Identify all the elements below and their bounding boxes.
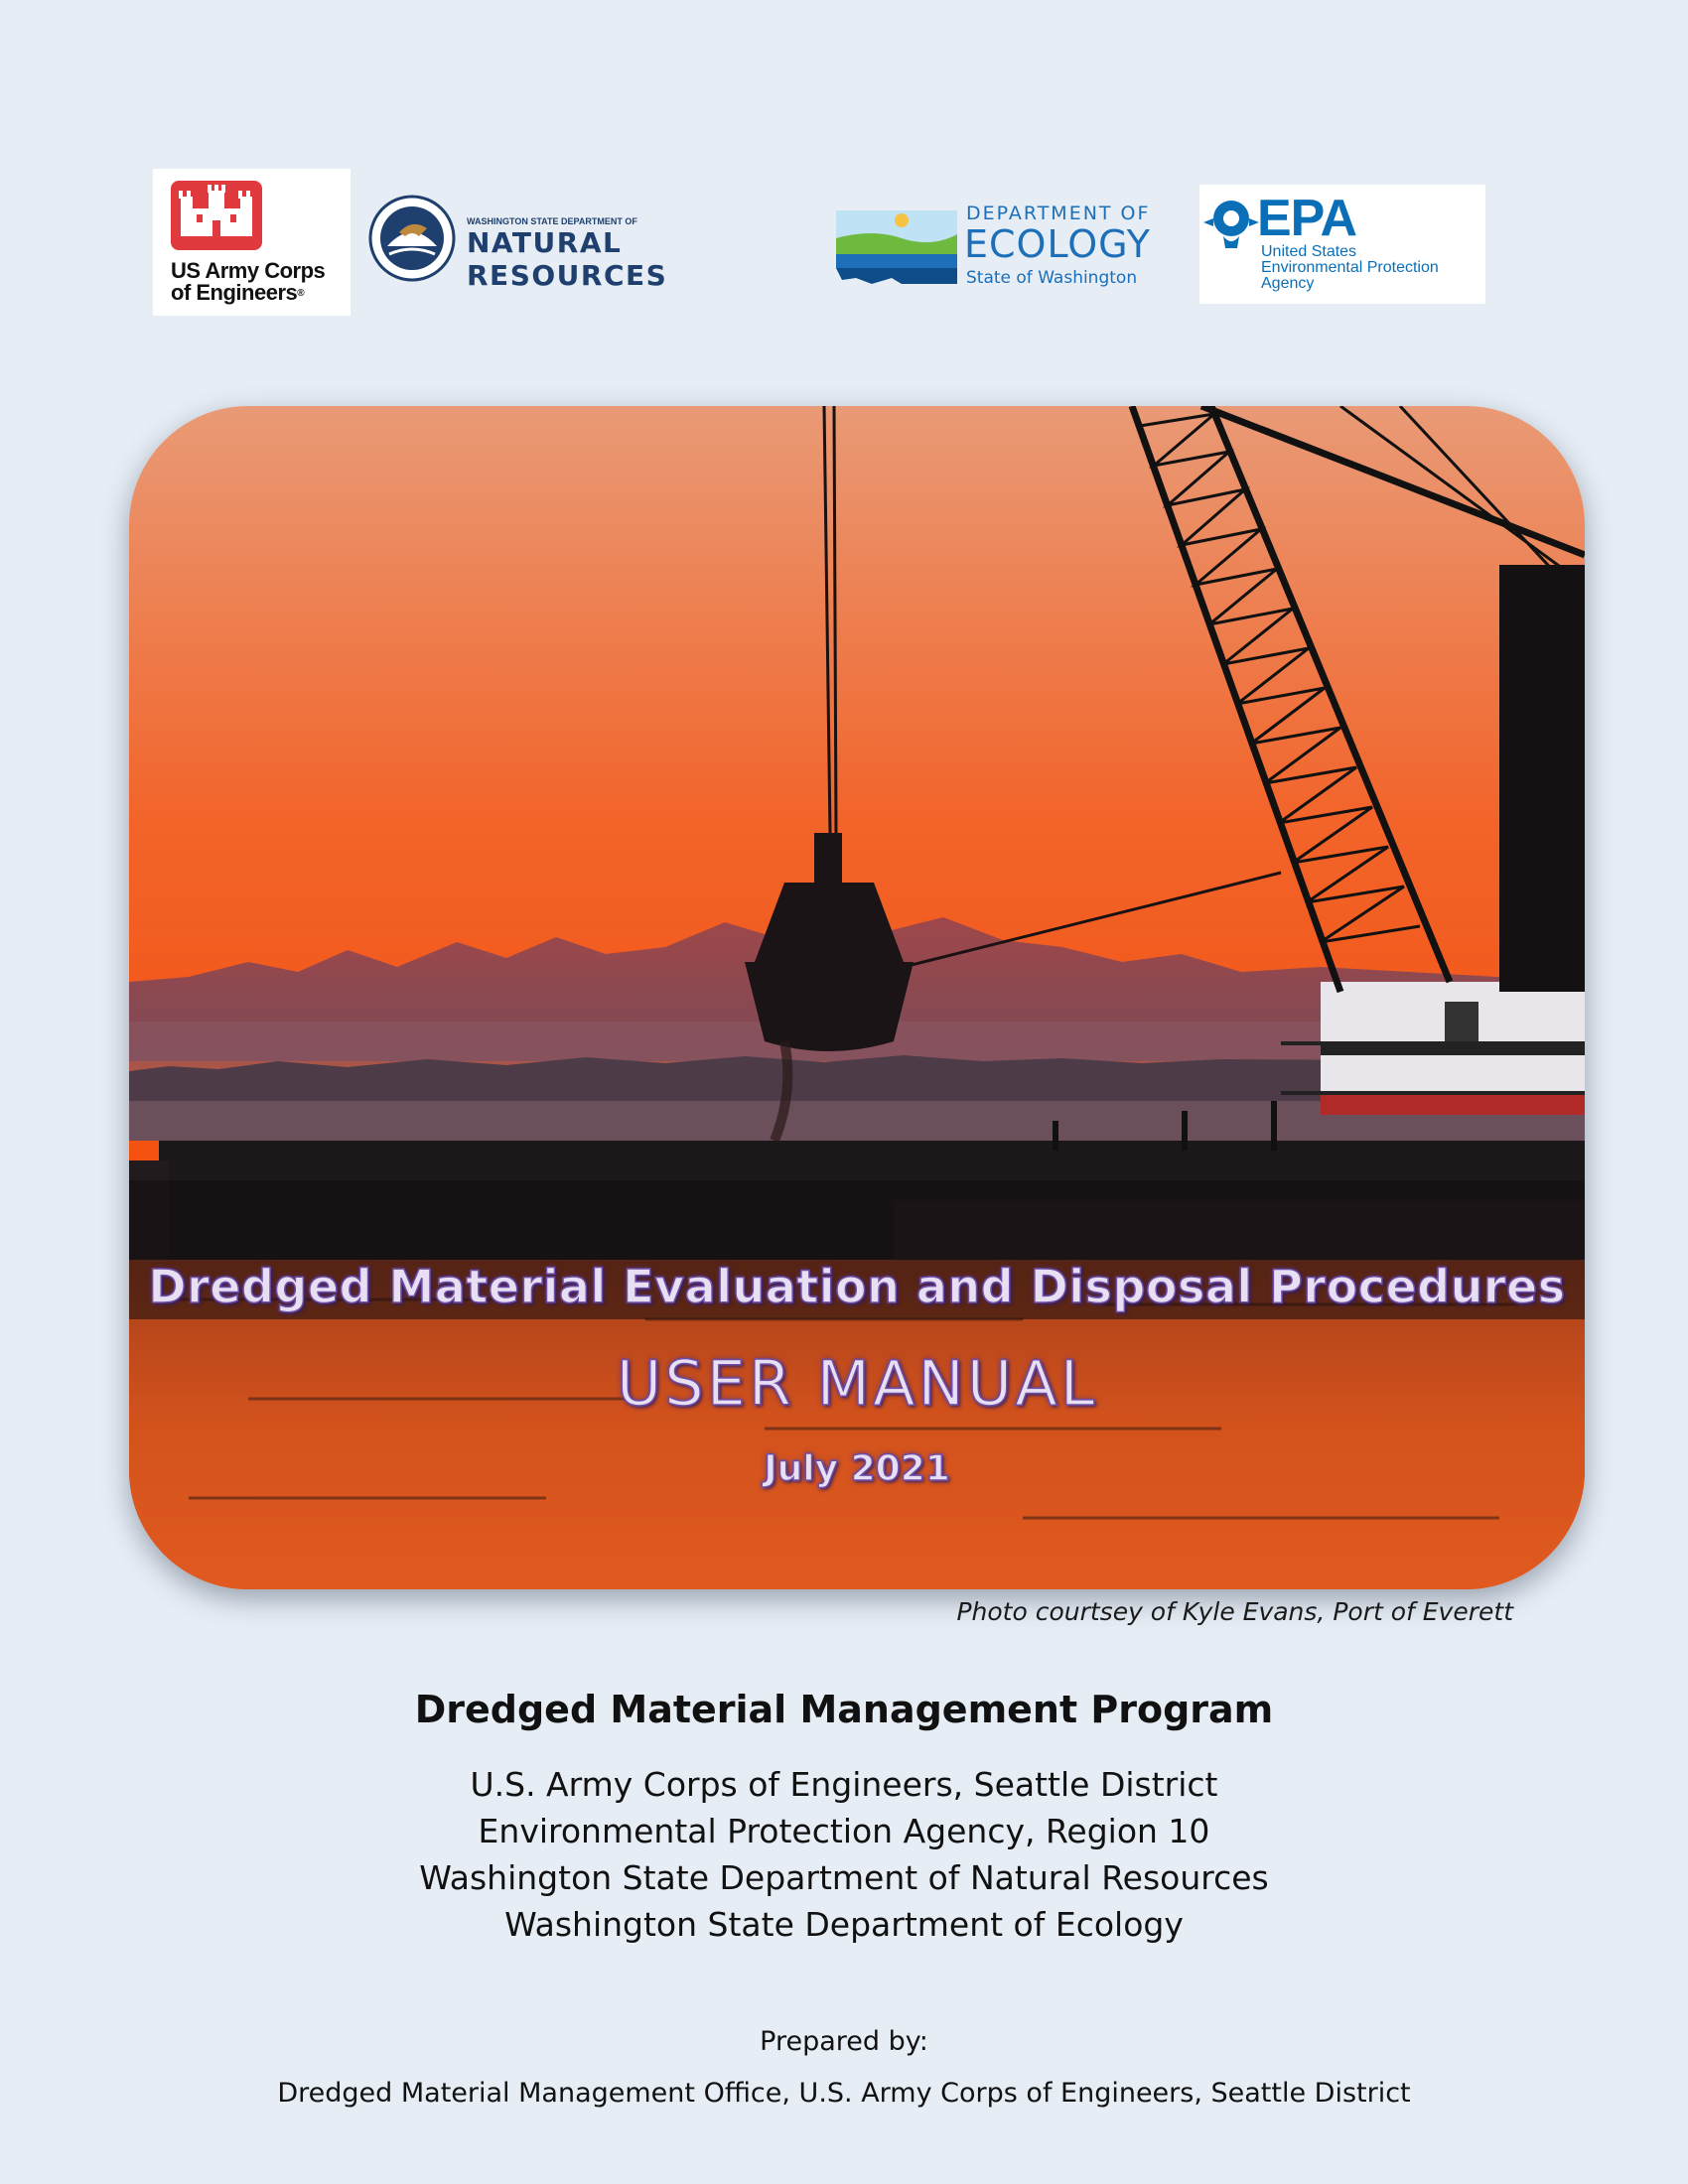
photo-credit: Photo courtsey of Kyle Evans, Port of Everett [956, 1597, 1513, 1626]
washington-state-icon [832, 199, 961, 298]
usace-line1: US Army Corps [171, 258, 326, 283]
epa-flower-icon [1203, 193, 1263, 262]
agency-list [0, 1761, 1688, 1948]
cover-title: Dredged Material Evaluation and Disposal Procedures [148, 1260, 1566, 1313]
registered-mark: ® [297, 288, 305, 300]
epa-line1: United States [1261, 243, 1357, 260]
dnr-seal-icon [367, 189, 457, 288]
usace-line2: of Engineers [171, 280, 298, 305]
cover-photo [129, 406, 1585, 1589]
agency-item: Washington State Department of Ecology [504, 1905, 1184, 1944]
epa-wordmark: EPA [1257, 190, 1357, 247]
epa-logo [1199, 185, 1485, 304]
cover-subtitle: USER MANUAL [616, 1347, 1098, 1420]
agency-item: Washington State Department of Natural Resources [419, 1858, 1269, 1897]
usace-wordmark [171, 260, 325, 305]
ecology-state-label: State of Washington [966, 268, 1138, 288]
ecology-department-label: DEPARTMENT OF [966, 203, 1151, 224]
epa-line3: Agency [1261, 275, 1315, 292]
prepared-by-value: Dredged Material Management Office, U.S. Army Corps of Engineers, Seattle District [277, 2078, 1411, 2109]
epa-line2: Environmental Protection [1261, 259, 1439, 276]
dnr-wordmark: NATURAL RESOURCES [467, 226, 668, 292]
ecology-logo [832, 199, 1170, 298]
agency-item: U.S. Army Corps of Engineers, Seattle District [470, 1765, 1218, 1804]
program-name: Dredged Material Management Program [414, 1688, 1274, 1731]
prepared-by-label: Prepared by: [760, 2026, 928, 2057]
epa-agency-name [1261, 244, 1439, 292]
cover-date: July 2021 [764, 1448, 950, 1489]
usace-logo [153, 169, 351, 316]
ecology-wordmark: ECOLOGY [964, 222, 1151, 266]
agency-item: Environmental Protection Agency, Region 10 [478, 1812, 1210, 1850]
dnr-department-label: WASHINGTON STATE DEPARTMENT OF [467, 216, 637, 226]
dnr-logo [367, 189, 794, 292]
